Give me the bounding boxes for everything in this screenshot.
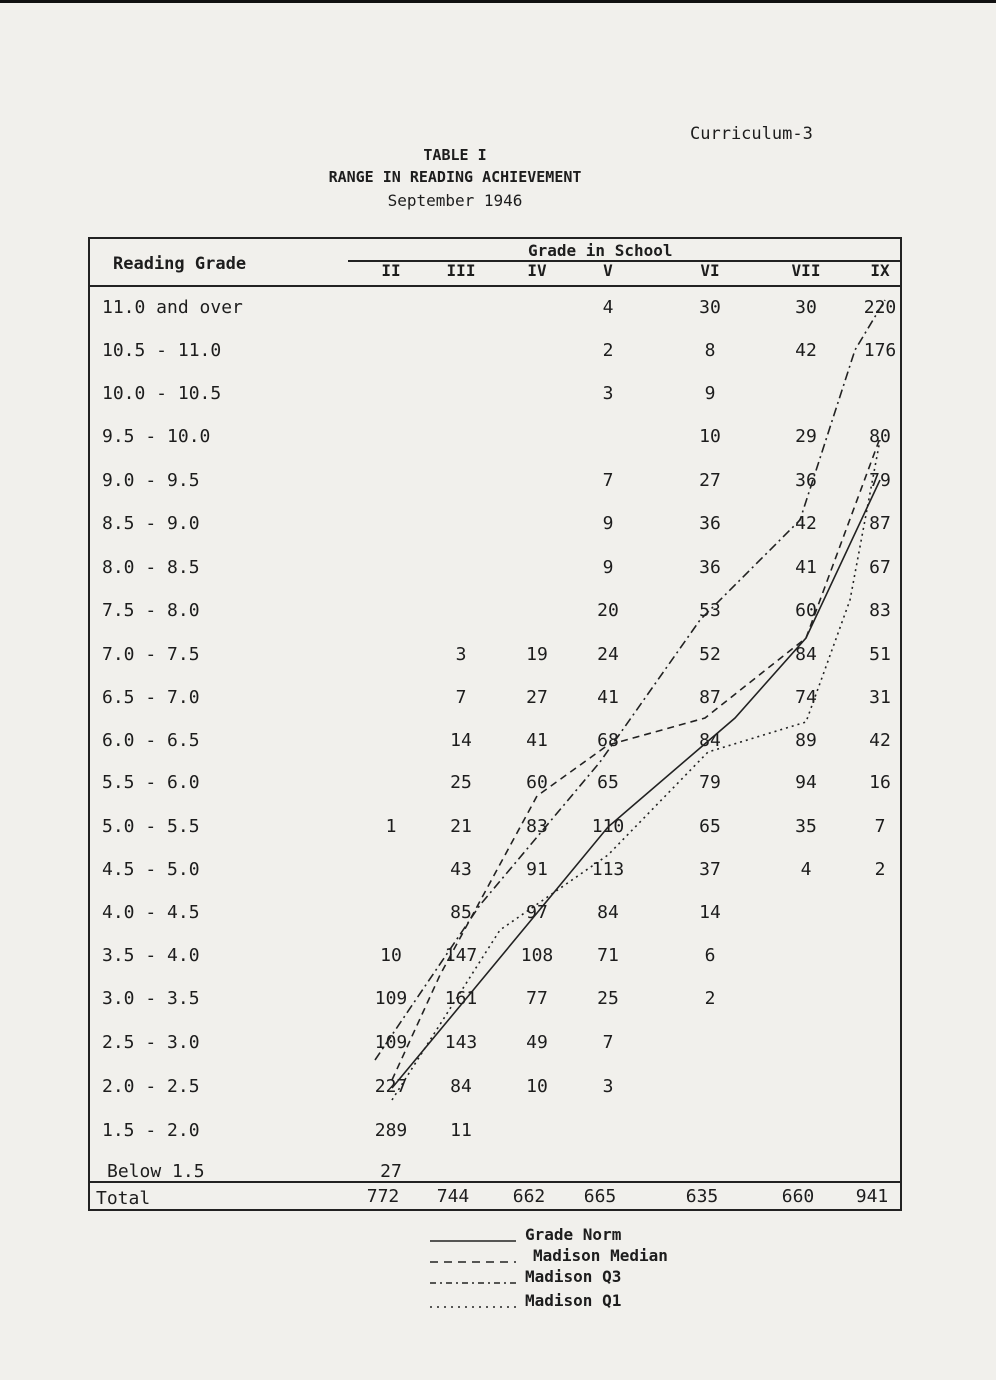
column-header: VII	[791, 261, 821, 280]
table-cell: 80	[869, 426, 891, 447]
column-header: IV	[527, 261, 547, 280]
table-title: RANGE IN READING ACHIEVEMENT	[328, 168, 582, 186]
legend-label: Madison Q1	[525, 1291, 622, 1310]
table-cell: 27	[526, 687, 548, 708]
table-cell: 2	[874, 859, 886, 880]
table-cell: 176	[863, 340, 897, 361]
table-cell: 79	[699, 772, 721, 793]
row-label: 1.5 - 2.0	[102, 1120, 200, 1141]
table-cell: 143	[444, 1032, 478, 1053]
table-cell: 42	[795, 340, 817, 361]
total-cell: 941	[855, 1186, 889, 1207]
row-label: 6.5 - 7.0	[102, 687, 200, 708]
row-label: 6.0 - 6.5	[102, 730, 200, 751]
table-cell: 42	[869, 730, 891, 751]
column-header: VI	[700, 261, 720, 280]
table-cell: 20	[597, 600, 619, 621]
table-cell: 65	[597, 772, 619, 793]
table-cell: 36	[795, 470, 817, 491]
column-header: IX	[870, 261, 890, 280]
table-cell: 16	[869, 772, 891, 793]
row-label: 4.0 - 4.5	[102, 902, 200, 923]
table-cell: 220	[863, 297, 897, 318]
table-cell: 27	[699, 470, 721, 491]
table-cell: 19	[526, 644, 548, 665]
row-label: 3.5 - 4.0	[102, 945, 200, 966]
table-cell: 94	[795, 772, 817, 793]
column-group-header: Grade in School	[528, 241, 673, 260]
total-label: Total	[96, 1188, 151, 1209]
table-cell: 29	[795, 426, 817, 447]
table-cell: 10	[699, 426, 721, 447]
row-label: 7.0 - 7.5	[102, 644, 200, 665]
table-cell: 68	[597, 730, 619, 751]
table-cell: 85	[450, 902, 472, 923]
legend-label: Grade Norm	[525, 1225, 622, 1244]
total-cell: 744	[436, 1186, 470, 1207]
table-cell: 10	[380, 945, 402, 966]
table-cell: 84	[450, 1076, 472, 1097]
document-reference: Curriculum-3	[690, 124, 813, 144]
table-cell: 10	[526, 1076, 548, 1097]
table-cell: 25	[597, 988, 619, 1009]
row-label: 4.5 - 5.0	[102, 859, 200, 880]
table-cell: 36	[699, 557, 721, 578]
table-cell: 37	[699, 859, 721, 880]
table-cell: 24	[597, 644, 619, 665]
table-cell: 84	[597, 902, 619, 923]
table-cell: 113	[591, 859, 625, 880]
table-cell: 14	[699, 902, 721, 923]
row-label: 10.5 - 11.0	[102, 340, 222, 361]
total-cell: 662	[512, 1186, 546, 1207]
table-cell: 91	[526, 859, 548, 880]
table-cell: 87	[869, 513, 891, 534]
row-label: 10.0 - 10.5	[102, 383, 222, 404]
table-cell: 89	[795, 730, 817, 751]
table-cell: 9	[602, 557, 614, 578]
row-label: 3.0 - 3.5	[102, 988, 200, 1009]
table-cell: 25	[450, 772, 472, 793]
table-cell: 83	[869, 600, 891, 621]
table-cell: 3	[602, 1076, 614, 1097]
table-cell: 8	[704, 340, 716, 361]
table-cell: 7	[602, 1032, 614, 1053]
table-cell: 41	[526, 730, 548, 751]
table-cell: 9	[602, 513, 614, 534]
legend-swatch	[430, 1276, 520, 1286]
table-cell: 2	[704, 988, 716, 1009]
table-cell: 41	[597, 687, 619, 708]
table-cell: 84	[795, 644, 817, 665]
table-cell: 52	[699, 644, 721, 665]
legend-swatch	[430, 1255, 520, 1265]
table-cell: 97	[526, 902, 548, 923]
table-cell: 9	[704, 383, 716, 404]
table-cell: 30	[795, 297, 817, 318]
table-cell: 161	[444, 988, 478, 1009]
table-cell: 51	[869, 644, 891, 665]
legend-swatch	[430, 1300, 520, 1310]
table-cell: 71	[597, 945, 619, 966]
table-cell: 27	[380, 1161, 402, 1182]
table-cell: 7	[455, 687, 467, 708]
table-date: September 1946	[387, 191, 523, 210]
table-cell: 65	[699, 816, 721, 837]
row-label: 8.5 - 9.0	[102, 513, 200, 534]
table-cell: 227	[374, 1076, 408, 1097]
table-cell: 2	[602, 340, 614, 361]
table-cell: 60	[526, 772, 548, 793]
table-cell: 43	[450, 859, 472, 880]
table-cell: 14	[450, 730, 472, 751]
table-cell: 110	[591, 816, 625, 837]
table-cell: 49	[526, 1032, 548, 1053]
madison-median-line	[392, 438, 880, 1080]
table-cell: 84	[699, 730, 721, 751]
row-label: 11.0 and over	[102, 297, 243, 318]
table-label: TABLE I	[423, 146, 487, 164]
table-cell: 4	[602, 297, 614, 318]
row-label: 7.5 - 8.0	[102, 600, 200, 621]
table-cell: 53	[699, 600, 721, 621]
madison-q3-line	[375, 300, 885, 1060]
table-cell: 87	[699, 687, 721, 708]
row-label: 8.0 - 8.5	[102, 557, 200, 578]
total-cell: 772	[366, 1186, 400, 1207]
table-cell: 3	[602, 383, 614, 404]
table-cell: 4	[800, 859, 812, 880]
row-label: 5.5 - 6.0	[102, 772, 200, 793]
column-header: II	[381, 261, 401, 280]
legend-label: Madison Q3	[525, 1267, 622, 1286]
table-cell: 60	[795, 600, 817, 621]
legend-label: Madison Median	[533, 1246, 668, 1265]
table-cell: 3	[455, 644, 467, 665]
table-cell: 109	[374, 988, 408, 1009]
table-cell: 67	[869, 557, 891, 578]
total-cell: 635	[685, 1186, 719, 1207]
table-cell: 21	[450, 816, 472, 837]
table-cell: 1	[385, 816, 397, 837]
total-cell: 665	[583, 1186, 617, 1207]
table-cell: 30	[699, 297, 721, 318]
table-cell: 42	[795, 513, 817, 534]
table-cell: 35	[795, 816, 817, 837]
row-label: 5.0 - 5.5	[102, 816, 200, 837]
table-cell: 77	[526, 988, 548, 1009]
table-cell: 109	[374, 1032, 408, 1053]
row-label: 9.5 - 10.0	[102, 426, 211, 447]
row-label: 2.5 - 3.0	[102, 1032, 200, 1053]
total-cell: 660	[781, 1186, 815, 1207]
row-label: Below 1.5	[107, 1161, 205, 1182]
table-cell: 74	[795, 687, 817, 708]
legend-swatch	[430, 1234, 520, 1244]
table-cell: 79	[869, 470, 891, 491]
table-cell: 147	[444, 945, 478, 966]
row-label: 9.0 - 9.5	[102, 470, 200, 491]
table-cell: 6	[704, 945, 716, 966]
row-label: 2.0 - 2.5	[102, 1076, 200, 1097]
grade-norm-line	[392, 480, 880, 1088]
table-cell: 36	[699, 513, 721, 534]
column-header: V	[603, 261, 613, 280]
table-cell: 11	[450, 1120, 472, 1141]
column-header: III	[446, 261, 476, 280]
table-cell: 289	[374, 1120, 408, 1141]
table-cell: 7	[602, 470, 614, 491]
table-cell: 7	[874, 816, 886, 837]
table-cell: 108	[520, 945, 554, 966]
row-header: Reading Grade	[113, 254, 247, 274]
table-cell: 83	[526, 816, 548, 837]
table-cell: 41	[795, 557, 817, 578]
table-cell: 31	[869, 687, 891, 708]
